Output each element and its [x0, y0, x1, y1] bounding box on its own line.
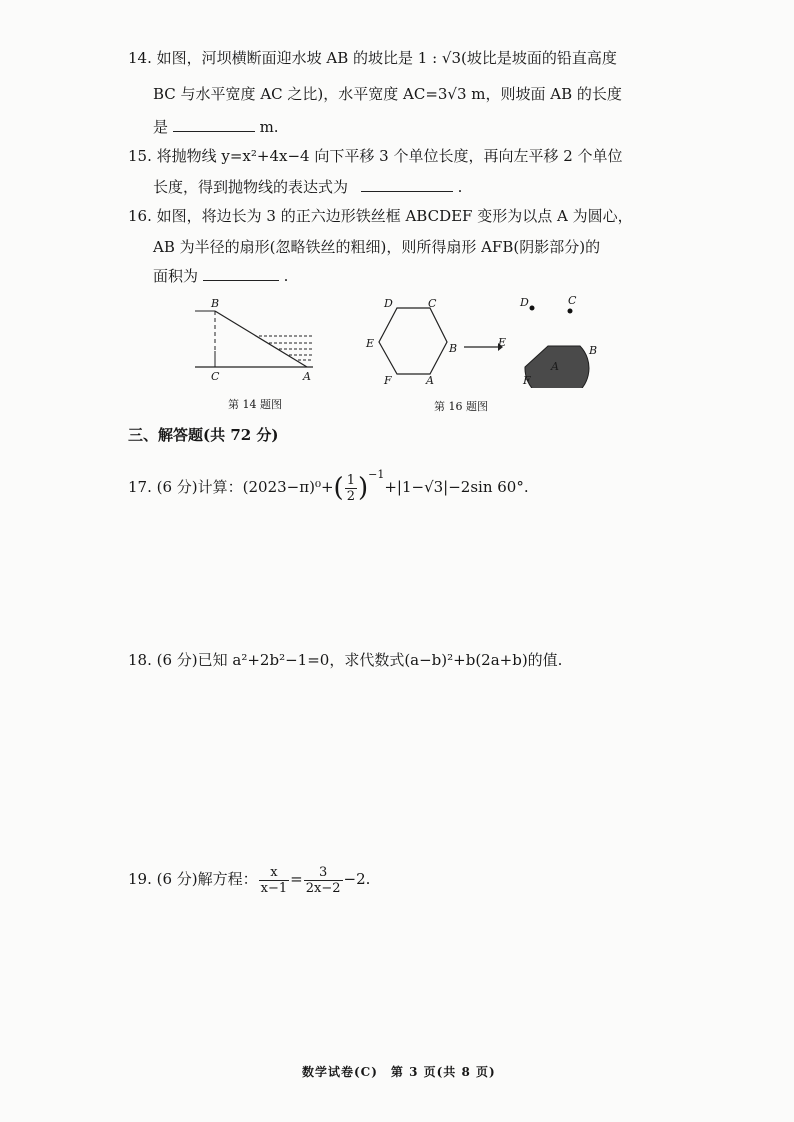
q16-answer-blank[interactable] — [203, 266, 279, 281]
sector-point-c — [568, 309, 573, 314]
q17-prefix: 17. (6 分)计算：(2023−π)⁰+ — [128, 478, 334, 496]
q17-line — [128, 460, 529, 504]
q16-line-3 — [153, 266, 288, 286]
q19-fraction-1 — [259, 865, 290, 896]
q19-equals: = — [290, 870, 303, 888]
q16-line-1: 16. 如图，将边长为 3 的正六边形铁丝框 ABCDEF 变形为以点 A 为圆心， — [128, 207, 633, 225]
figure-16-sector — [492, 288, 602, 388]
hex-label-a: A — [426, 374, 434, 387]
sector-label-e: E — [498, 336, 507, 349]
hex-label-e: E — [366, 337, 375, 350]
fig14-label-a: A — [303, 370, 311, 383]
figure-16-hexagon — [360, 292, 470, 392]
q19-frac1-numerator: x — [259, 865, 290, 881]
q14-line-3 — [153, 117, 279, 137]
q19-fraction-2 — [304, 865, 343, 896]
q14-line-3-prefix: 是 — [153, 118, 169, 136]
q17-fraction — [345, 473, 357, 504]
hex-label-d: D — [384, 297, 393, 310]
q19-line — [128, 864, 370, 896]
q14-answer-blank[interactable] — [173, 117, 255, 132]
q19-frac1-denominator: x−1 — [260, 880, 288, 896]
q19-frac2-numerator: 3 — [304, 865, 343, 881]
q17-right-paren: ) — [357, 473, 369, 503]
hex-label-c: C — [428, 297, 437, 310]
q17-frac-numerator: 1 — [346, 472, 355, 488]
q15-line-2 — [153, 177, 462, 197]
sector-point-d — [530, 306, 535, 311]
q16-line-2: AB 为半径的扇形(忽略铁丝的粗细)，则所得扇形 AFB(阴影部分)的 — [153, 238, 601, 256]
q15-line-2-suffix: . — [457, 178, 463, 196]
q14-line-3-suffix: m. — [259, 118, 279, 136]
q16-line-3-prefix: 面积为 — [153, 267, 199, 285]
q17-frac-denominator: 2 — [346, 488, 355, 504]
q15-line-2-prefix: 长度，得到抛物线的表达式为 — [153, 178, 349, 196]
hex-label-f: F — [384, 374, 392, 387]
sector-label-b: B — [589, 344, 598, 357]
fig14-label-b: B — [211, 297, 220, 310]
q17-left-paren: ( — [333, 473, 344, 503]
q19-prefix: 19. (6 分)解方程： — [128, 870, 258, 888]
q17-exponent: −1 — [368, 468, 385, 481]
figure-16-caption: 第 16 题图 — [434, 400, 488, 413]
sector-label-f: F — [523, 374, 531, 387]
q19-suffix: −2. — [343, 870, 371, 888]
hex-label-b: B — [449, 342, 458, 355]
q18-line: 18. (6 分)已知 a²+2b²−1=0，求代数式(a−b)²+b(2a+b)的值. — [128, 651, 563, 669]
sector-label-a: A — [551, 360, 559, 373]
figure-14-dam-diagram — [195, 296, 325, 386]
page-footer: 数学试卷(C) 第 3 页(共 8 页) — [302, 1065, 496, 1079]
q19-frac2-denominator: 2x−2 — [305, 880, 341, 896]
fig14-label-c: C — [211, 370, 220, 383]
q16-line-3-suffix: . — [283, 267, 289, 285]
q14-line-2: BC 与水平宽度 AC 之比)，水平宽度 AC=3√3 m，则坡面 AB 的长度 — [153, 85, 622, 103]
sector-label-d: D — [520, 296, 529, 309]
fig14-slope-ab — [215, 311, 307, 367]
hexagon-abcdef — [379, 308, 447, 374]
q15-line-1: 15. 将抛物线 y=x²+4x−4 向下平移 3 个单位长度，再向左平移 2 个单位 — [128, 147, 623, 165]
section-3-heading: 三、解答题(共 72 分) — [128, 426, 279, 444]
q14-line-1: 14. 如图，河坝横断面迎水坡 AB 的坡比是 1 : √3(坡比是坡面的铅直高度 — [128, 49, 617, 67]
sector-label-c: C — [568, 294, 577, 307]
q15-answer-blank[interactable] — [361, 177, 453, 192]
q17-suffix: +|1−√3|−2sin 60°. — [384, 478, 529, 496]
figure-14-caption: 第 14 题图 — [228, 398, 282, 411]
